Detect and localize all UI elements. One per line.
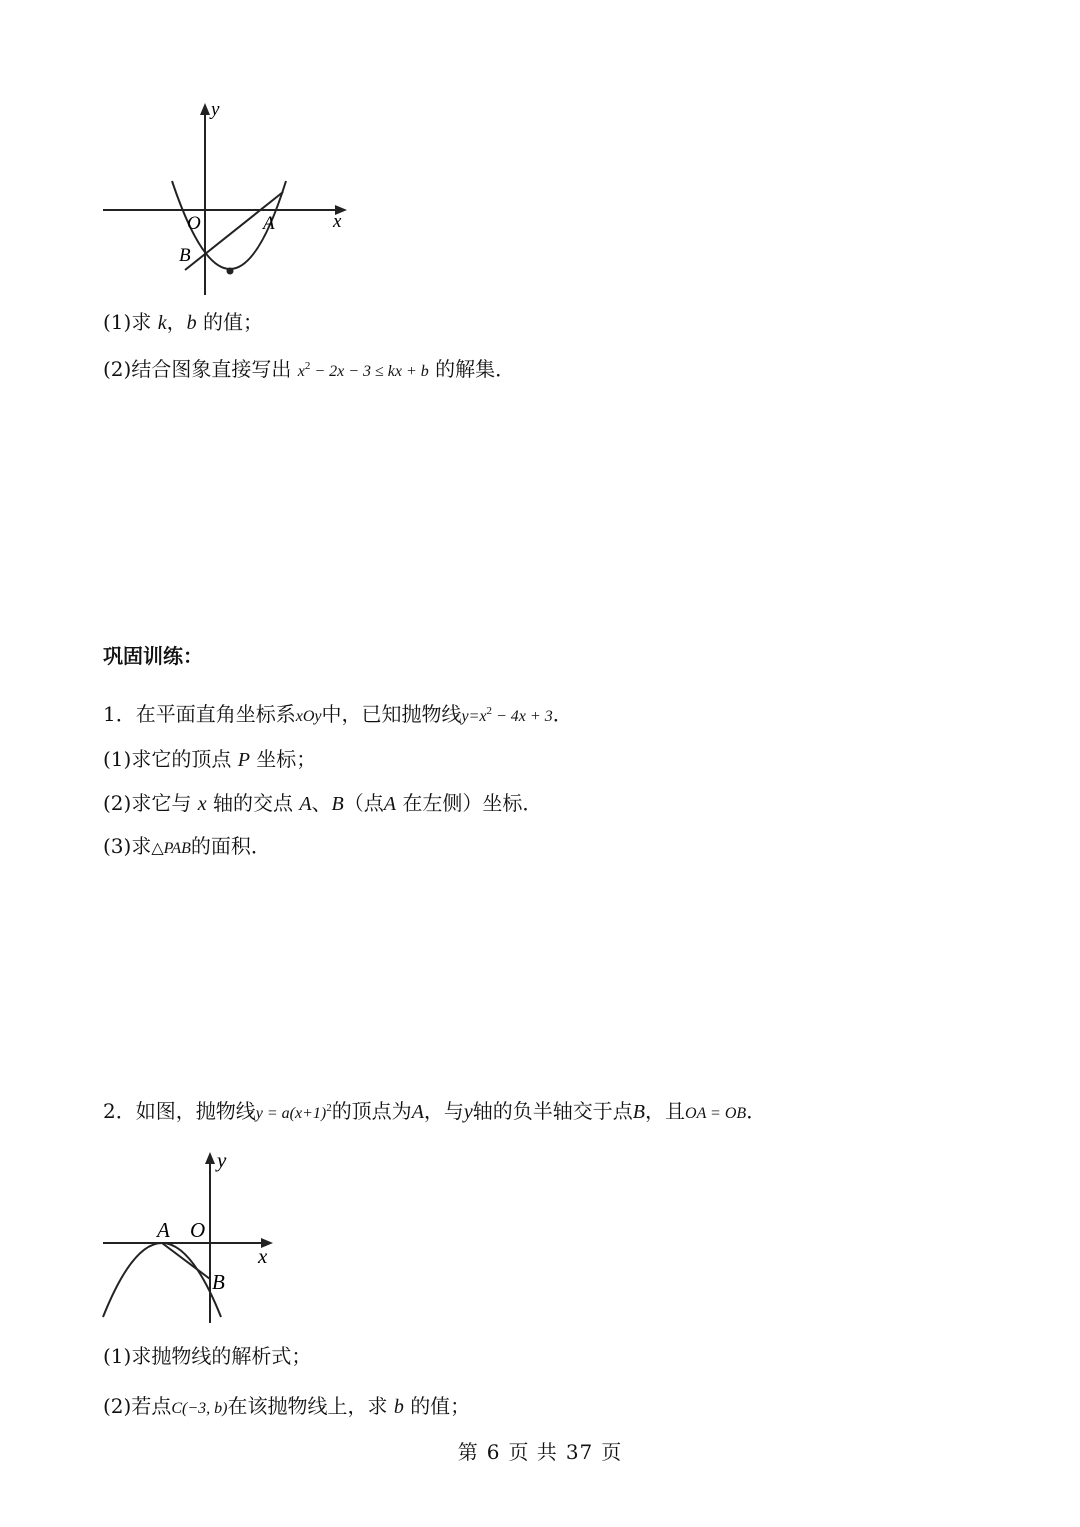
point-b-label: B: [179, 245, 191, 266]
origin-label-2: O: [190, 1218, 206, 1242]
y-axis-arrow-icon: [200, 103, 210, 115]
point-a-label: A: [263, 213, 275, 234]
origin-label: O: [187, 213, 201, 234]
point-a-label-2: A: [157, 1218, 170, 1242]
figure-downward-parabola: [95, 1145, 295, 1327]
problem-1-stem: 1．在平面直角坐标系xOy中，已知抛物线$y=x^2 - 4x + 3$．: [103, 702, 573, 726]
problem-1-question-2: (2)求它与 x 轴的交点 A、B（点A 在左侧）坐标．: [103, 791, 543, 815]
x-axis-label: x: [333, 211, 342, 232]
question-1-k-b: (1)求 k，b 的值；: [103, 310, 263, 334]
page-footer: 第 6 页 共 37 页: [457, 1440, 623, 1464]
problem-2-question-1: (1)求抛物线的解析式；: [103, 1344, 312, 1368]
figure-parabola-line: [95, 95, 365, 310]
page-number: 6: [486, 1440, 501, 1464]
section-heading: 巩固训练：: [103, 644, 203, 668]
y-axis-arrow-icon-2: [205, 1152, 215, 1164]
y-axis-label-2: y: [217, 1148, 227, 1172]
parabola-equation: $y=x^2 - 4x + 3$: [461, 705, 553, 725]
problem-2-question-2: (2)若点C(−3, b)在该抛物线上，求 b 的值；: [103, 1394, 471, 1418]
problem-1-question-1: (1)求它的顶点 P 坐标；: [103, 747, 317, 771]
y-axis-label: y: [211, 99, 220, 120]
question-2-inequality: (2)结合图象直接写出 $x^2 - 2x - 3$ ≤ kx + b 的解集．: [103, 357, 516, 381]
x-axis-label-2: x: [258, 1244, 268, 1268]
problem-2-stem: 2．如图，抛物线$y = a(x+1)^2$的顶点为A，与y轴的负半轴交于点B，且OA = OB．: [103, 1099, 767, 1123]
parabola-curve-2: [103, 1243, 221, 1317]
vertex-point: [227, 268, 234, 275]
parabola-equation-2: $y = a(x+1)^2$: [255, 1102, 332, 1122]
point-b-label-2: B: [212, 1270, 225, 1294]
inequality-expression: $x^2 - 2x - 3$ ≤ kx + b: [297, 360, 429, 380]
problem-1-question-3: (3)求△PAB的面积．: [103, 834, 271, 858]
page-total: 37: [565, 1440, 594, 1464]
segment-ab: [162, 1243, 210, 1279]
